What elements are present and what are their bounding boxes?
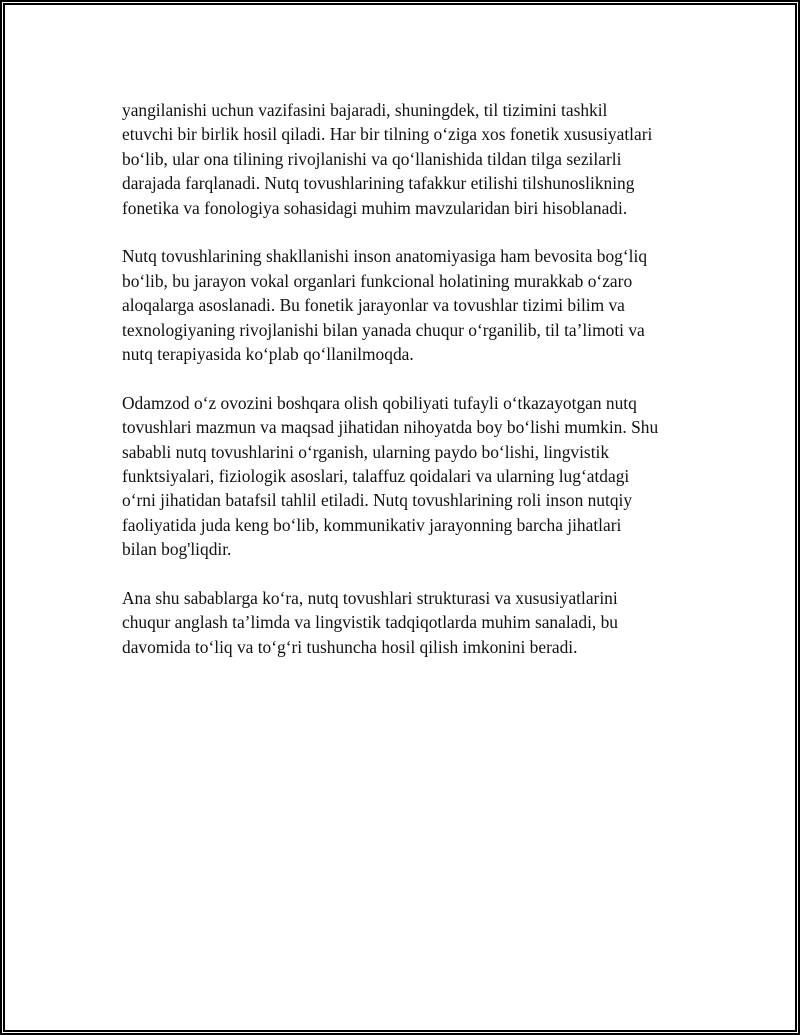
text-line: tovushlari mazmun va maqsad jihatidan nihoyatda boy bo‘lishi mumkin. Shu <box>122 417 659 438</box>
text-line: texnologiyaning rivojlanishi bilan yanada chuqur o‘rganilib, til ta’limoti va <box>122 319 645 340</box>
text-line: Nutq tovushlarining shakllanishi inson anatomiyasiga ham bevosita bog‘liq <box>122 246 648 267</box>
text-line: yangilanishi uchun vazifasini bajaradi, shuningdek, til tizimini tashkil <box>122 100 608 120</box>
text-line: o‘rni jihatidan batafsil tahlil etiladi. Nutq tovushlarining roli inson nutqiy <box>122 490 633 511</box>
text-line: davomida to‘liq va to‘g‘ri tushuncha hosil qilish imkonini beradi. <box>122 636 578 657</box>
text-line: faoliyatida juda keng bo‘lib, kommunikativ jarayonning barcha jihatlari <box>122 514 622 535</box>
text-line: aloqalarga asoslanadi. Bu fonetik jarayonlar va tovushlar tizimi bilim va <box>122 295 625 316</box>
paragraph-1 <box>122 98 692 220</box>
text-line: bo‘lib, bu jarayon vokal organlari funkcional holatining murakkab o‘zaro <box>122 270 633 291</box>
text-line: bilan bog'liqdir. <box>122 539 232 560</box>
text-line: chuqur anglash ta’limda va lingvistik tadqiqotlarda muhim sanaladi, bu <box>122 612 619 633</box>
text-line: etuvchi bir birlik hosil qiladi. Har bir tilning o‘ziga xos fonetik xususiyatlari <box>122 124 653 145</box>
text-line: sababli nutq tovushlarini o‘rganish, ularning paydo bo‘lishi, lingvistik <box>122 441 610 462</box>
text-line: fonetika va fonologiya sohasidagi muhim mavzularidan biri hisoblanadi. <box>122 197 628 218</box>
text-line: funktsiyalari, fiziologik asoslari, talaffuz qoidalari va ularning lug‘atdagi <box>122 466 630 487</box>
paragraph-4 <box>122 586 692 659</box>
text-line: nutq terapiyasida ko‘plab qo‘llanilmoqda. <box>122 344 414 365</box>
text-line: bo‘lib, ular ona tilining rivojlanishi va qo‘llanishida tildan tilga sezilarli <box>122 148 622 169</box>
text-line: darajada farqlanadi. Nutq tovushlarining tafakkur etilishi tilshunoslikning <box>122 173 635 194</box>
text-line: Odamzod o‘z ovozini boshqara olish qobiliyati tufayli o‘tkazayotgan nutq <box>122 392 637 413</box>
text-line: Ana shu sabablarga ko‘ra, nutq tovushlari strukturasi va xususiyatlarini <box>122 588 618 609</box>
paragraph-3 <box>122 391 692 562</box>
document-body <box>122 98 692 684</box>
paragraph-2 <box>122 244 692 366</box>
